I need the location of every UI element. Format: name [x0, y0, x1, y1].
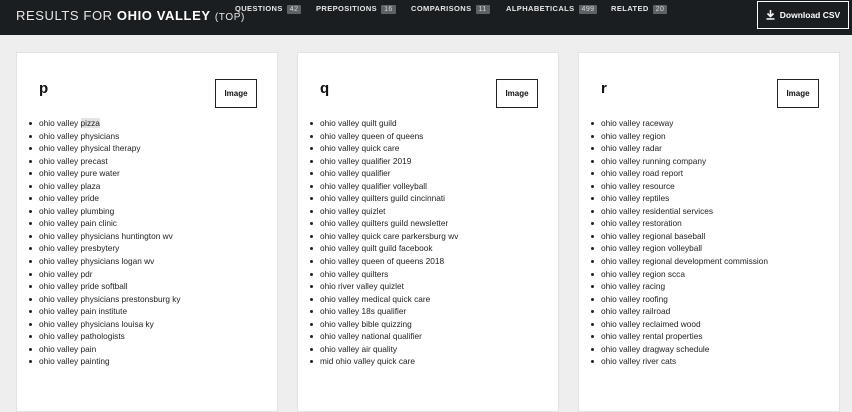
suggestion-text: ohio valley region: [601, 130, 666, 141]
bullet: [29, 298, 32, 301]
bullet: [310, 210, 313, 213]
suggestion-item[interactable]: [310, 192, 458, 205]
bullet: [29, 235, 32, 238]
bullet: [591, 247, 594, 250]
suggestion-text: ohio valley regional development commission: [601, 256, 768, 267]
bullet: [310, 335, 313, 338]
top-bar: [0, 0, 852, 35]
bullet: [310, 247, 313, 250]
suggestion-item[interactable]: [29, 330, 181, 343]
suggestion-text: ohio valley physicians prestonsburg ky: [39, 293, 181, 304]
suggestion-item[interactable]: [310, 205, 458, 218]
suggestion-item[interactable]: [310, 305, 458, 318]
bullet: [591, 235, 594, 238]
suggestion-item[interactable]: [29, 180, 181, 193]
suggestion-item[interactable]: [29, 167, 181, 180]
suggestion-text: ohio valley racing: [601, 281, 666, 292]
bullet: [29, 360, 32, 363]
bullet: [310, 323, 313, 326]
bullet: [591, 172, 594, 175]
suggestion-text: ohio valley physicians huntington wv: [39, 230, 173, 241]
suggestion-text: ohio valley painting: [39, 356, 110, 367]
suggestion-text: ohio valley plumbing: [39, 205, 115, 216]
bullet: [29, 323, 32, 326]
nav-tab-prepositions[interactable]: [316, 4, 396, 14]
suggestion-text: ohio valley queen of queens 2018: [320, 256, 445, 267]
suggestion-text: ohio valley resource: [601, 180, 675, 191]
suggestion-text: ohio valley quick care parkersburg wv: [320, 230, 459, 241]
suggestion-text: ohio valley dragway schedule: [601, 343, 710, 354]
suggestion-item[interactable]: [29, 305, 181, 318]
suggestion-item[interactable]: [29, 230, 181, 243]
bullet: [29, 273, 32, 276]
bullet: [310, 147, 313, 150]
suggestion-item[interactable]: [591, 192, 768, 205]
bullet: [310, 235, 313, 238]
suggestion-item[interactable]: [591, 142, 768, 155]
bullet: [591, 285, 594, 288]
nav-count: 42: [287, 5, 302, 14]
bullet: [29, 335, 32, 338]
bullet: [591, 160, 594, 163]
suggestion-item[interactable]: [29, 355, 181, 368]
card-letter: p: [39, 80, 49, 97]
suggestion-item[interactable]: [29, 117, 181, 130]
selection-highlight: pizza: [80, 118, 100, 128]
nav-label: RELATED: [611, 4, 649, 13]
bullet: [310, 298, 313, 301]
suggestion-item[interactable]: [591, 117, 768, 130]
bullet: [29, 260, 32, 263]
bullet: [310, 273, 313, 276]
suggestion-item[interactable]: [310, 180, 458, 193]
bullet: [310, 222, 313, 225]
suggestion-list: [29, 117, 181, 368]
bullet: [591, 135, 594, 138]
suggestion-text: ohio valley plaza: [39, 180, 101, 191]
suggestion-item[interactable]: [310, 343, 458, 356]
suggestion-item[interactable]: [29, 192, 181, 205]
bullet: [591, 348, 594, 351]
suggestion-text: ohio valley quilters: [320, 268, 389, 279]
suggestion-item[interactable]: [29, 130, 181, 143]
suggestion-list: [310, 117, 458, 368]
suggestion-text: ohio valley 18s qualifier: [320, 306, 407, 317]
suggestion-text: ohio valley national qualifier: [320, 331, 422, 342]
bullet: [310, 172, 313, 175]
suggestion-item[interactable]: [591, 305, 768, 318]
nav-count: 11: [476, 5, 490, 14]
suggestion-text: ohio valley qualifier: [320, 168, 391, 179]
suggestion-text: ohio valley qualifier volleyball: [320, 180, 427, 191]
suggestion-item[interactable]: [29, 217, 181, 230]
suggestion-item[interactable]: [29, 155, 181, 168]
image-button[interactable]: Image: [496, 79, 538, 108]
nav-label: COMPARISONS: [411, 4, 472, 13]
bullet: [310, 160, 313, 163]
suggestion-item[interactable]: [29, 318, 181, 331]
suggestion-text: ohio valley physicians: [39, 130, 120, 141]
suggestion-text: ohio valley quilters guild cincinnati: [320, 193, 445, 204]
suggestion-text: ohio valley reptiles: [601, 193, 670, 204]
bullet: [29, 348, 32, 351]
results-title: [16, 8, 245, 23]
suggestion-text: ohio valley region scca: [601, 268, 685, 279]
bullet: [29, 197, 32, 200]
suggestion-text: ohio valley bible quizzing: [320, 318, 412, 329]
suggestion-text: ohio valley quizlet: [320, 205, 386, 216]
suggestion-item[interactable]: [591, 242, 768, 255]
suggestion-text: ohio valley medical quick care: [320, 293, 431, 304]
suggestion-list: [591, 117, 768, 368]
nav-tab-comparisons[interactable]: [411, 4, 490, 14]
bullet: [591, 298, 594, 301]
suggestion-item[interactable]: [591, 293, 768, 306]
bullet: [591, 260, 594, 263]
suggestion-item[interactable]: [29, 280, 181, 293]
suggestion-text: ohio valley queen of queens: [320, 130, 424, 141]
image-button[interactable]: Image: [215, 79, 257, 108]
suggestion-item[interactable]: [591, 167, 768, 180]
suggestion-text: ohio valley pride: [39, 193, 99, 204]
bullet: [310, 122, 313, 125]
suggestion-text: ohio valley pdr: [39, 268, 93, 279]
bullet: [310, 348, 313, 351]
suggestion-item[interactable]: [591, 343, 768, 356]
suggestion-item[interactable]: [310, 355, 458, 368]
suggestion-item[interactable]: [591, 217, 768, 230]
nav-label: ALPHABETICALS: [506, 4, 575, 13]
suggestion-text: ohio valley rental properties: [601, 331, 703, 342]
suggestion-item[interactable]: [310, 155, 458, 168]
suggestion-text: ohio valley reclaimed wood: [601, 318, 701, 329]
suggestion-item[interactable]: [310, 255, 458, 268]
bullet: [29, 285, 32, 288]
suggestion-item[interactable]: [310, 242, 458, 255]
suggestion-item[interactable]: [29, 242, 181, 255]
suggestion-text: ohio valley precast: [39, 155, 108, 166]
suggestion-text: ohio valley river cats: [601, 356, 677, 367]
suggestion-text: ohio valley road report: [601, 168, 684, 179]
suggestion-text: ohio valley residential services: [601, 205, 714, 216]
suggestion-text: ohio valley roofing: [601, 293, 668, 304]
suggestion-text: ohio valley qualifier 2019: [320, 155, 412, 166]
bullet: [591, 222, 594, 225]
results-scope: (TOP): [214, 12, 245, 23]
nav-count: 499: [579, 5, 598, 14]
suggestion-text: ohio valley pain institute: [39, 306, 128, 317]
suggestion-text: ohio valley quilters guild newsletter: [320, 218, 449, 229]
suggestion-text: ohio valley pain clinic: [39, 218, 117, 229]
suggestion-item[interactable]: [29, 293, 181, 306]
bullet: [29, 147, 32, 150]
suggestion-text: ohio valley pride softball: [39, 281, 128, 292]
image-button[interactable]: Image: [777, 79, 819, 108]
suggestion-item[interactable]: [310, 293, 458, 306]
suggestion-item[interactable]: [591, 205, 768, 218]
bullet: [591, 147, 594, 150]
alphabetical-card-r: [578, 52, 840, 412]
suggestion-item[interactable]: [310, 217, 458, 230]
bullet: [591, 210, 594, 213]
nav-label: PREPOSITIONS: [316, 4, 378, 13]
suggestion-text: ohio valley pure water: [39, 168, 120, 179]
suggestion-item[interactable]: [29, 255, 181, 268]
suggestion-item[interactable]: [310, 130, 458, 143]
suggestion-text: ohio valley running company: [601, 155, 707, 166]
bullet: [591, 185, 594, 188]
suggestion-text: ohio valley physicians logan wv: [39, 256, 155, 267]
suggestion-item[interactable]: [310, 268, 458, 281]
bullet: [310, 310, 313, 313]
results-keyword: OHIO VALLEY: [116, 8, 211, 23]
nav-count: 16: [381, 5, 396, 14]
suggestion-item[interactable]: [591, 330, 768, 343]
download-csv-button[interactable]: [757, 1, 849, 29]
suggestion-text: ohio valley radar: [601, 143, 662, 154]
bullet: [591, 323, 594, 326]
suggestion-text: ohio valley pizza: [39, 118, 100, 128]
bullet: [310, 360, 313, 363]
suggestion-text: ohio valley quick care: [320, 143, 400, 154]
bullet: [29, 247, 32, 250]
suggestion-text: ohio valley quilt guild: [320, 118, 397, 128]
suggestion-item[interactable]: [29, 142, 181, 155]
suggestion-item[interactable]: [591, 355, 768, 368]
suggestion-item[interactable]: [591, 230, 768, 243]
suggestion-text: ohio valley physical therapy: [39, 143, 141, 154]
nav-tab-alphabeticals[interactable]: [506, 4, 597, 14]
bullet: [591, 310, 594, 313]
bullet: [29, 210, 32, 213]
nav-count: 20: [653, 5, 668, 14]
suggestion-item[interactable]: [591, 155, 768, 168]
suggestion-item[interactable]: [310, 167, 458, 180]
suggestion-item[interactable]: [591, 130, 768, 143]
bullet: [591, 335, 594, 338]
suggestion-text: ohio valley pathologists: [39, 331, 125, 342]
suggestion-text: mid ohio valley quick care: [320, 356, 415, 367]
suggestion-item[interactable]: [591, 255, 768, 268]
suggestion-text: ohio valley quilt guild facebook: [320, 243, 433, 254]
suggestion-item[interactable]: [591, 280, 768, 293]
results-prefix: RESULTS FOR: [16, 8, 113, 23]
bullet: [591, 273, 594, 276]
suggestion-item[interactable]: [310, 280, 458, 293]
suggestion-item[interactable]: [29, 268, 181, 281]
bullet: [310, 135, 313, 138]
suggestion-text: ohio valley pain: [39, 343, 97, 354]
card-letter: q: [320, 80, 330, 97]
bullet: [310, 197, 313, 200]
bullet: [29, 135, 32, 138]
bullet: [29, 172, 32, 175]
suggestion-item[interactable]: [591, 318, 768, 331]
suggestion-item[interactable]: [310, 230, 458, 243]
suggestion-text: ohio valley railroad: [601, 306, 671, 317]
bullet: [310, 285, 313, 288]
suggestion-text: ohio valley presbytery: [39, 243, 120, 254]
nav-tab-questions[interactable]: [235, 4, 301, 14]
bullet: [29, 185, 32, 188]
nav-tab-related[interactable]: [611, 4, 667, 14]
bullet: [591, 197, 594, 200]
bullet: [29, 160, 32, 163]
download-icon: [766, 10, 775, 20]
bullet: [310, 260, 313, 263]
alphabetical-card-p: [16, 52, 278, 412]
suggestion-item[interactable]: [310, 330, 458, 343]
suggestion-item[interactable]: [310, 142, 458, 155]
card-letter: r: [601, 80, 607, 97]
suggestion-item[interactable]: [310, 117, 458, 130]
suggestion-item[interactable]: [29, 205, 181, 218]
suggestion-item[interactable]: [310, 318, 458, 331]
suggestion-item[interactable]: [591, 268, 768, 281]
bullet: [29, 310, 32, 313]
bullet: [591, 360, 594, 363]
nav-label: QUESTIONS: [235, 4, 283, 13]
bullet: [591, 122, 594, 125]
suggestion-text: ohio valley regional baseball: [601, 230, 706, 241]
bullet: [29, 122, 32, 125]
download-csv-label: Download CSV: [779, 10, 841, 20]
alphabetical-card-q: [297, 52, 559, 412]
bullet: [310, 185, 313, 188]
suggestion-text: ohio valley restoration: [601, 218, 682, 229]
suggestion-text: ohio river valley quizlet: [320, 281, 404, 292]
suggestion-text: ohio valley region volleyball: [601, 243, 703, 254]
suggestion-text: ohio valley air quality: [320, 343, 398, 354]
suggestion-text: ohio valley raceway: [601, 118, 674, 128]
bullet: [29, 222, 32, 225]
suggestion-item[interactable]: [29, 343, 181, 356]
suggestion-text: ohio valley physicians louisa ky: [39, 318, 154, 329]
suggestion-item[interactable]: [591, 180, 768, 193]
